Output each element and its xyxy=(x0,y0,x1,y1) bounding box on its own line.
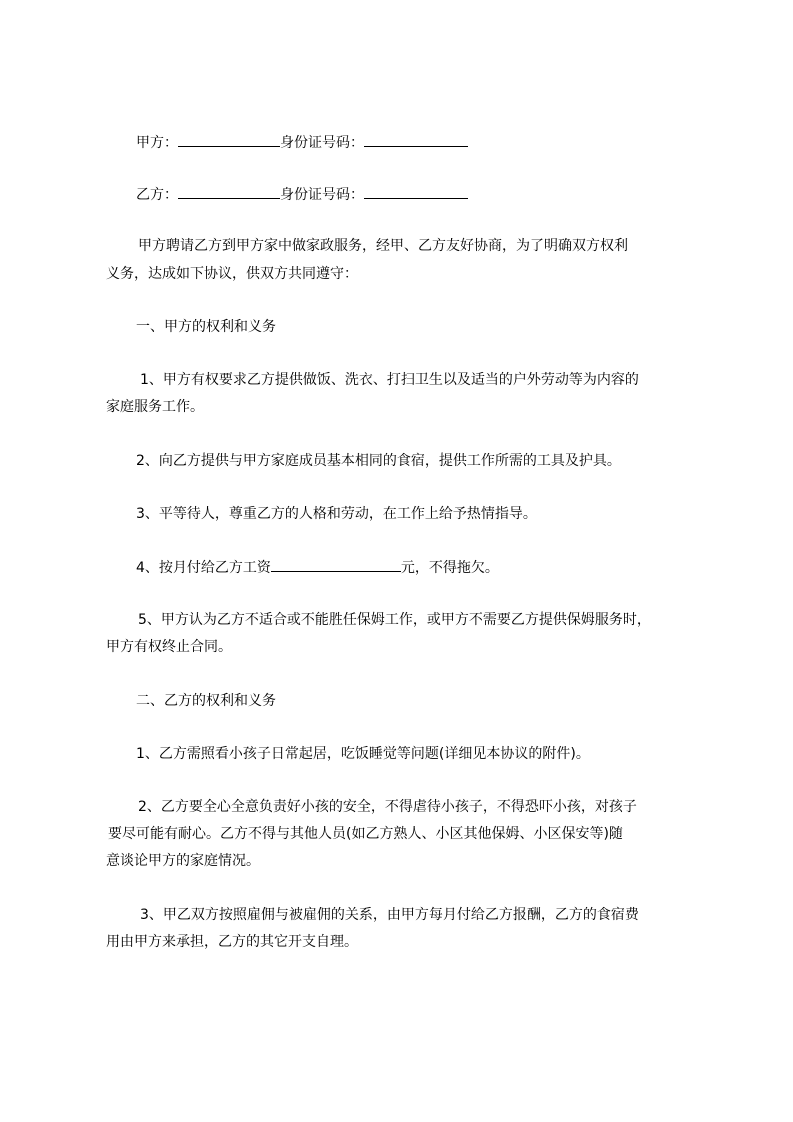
party-b-line xyxy=(136,184,468,204)
section-1-item-5-line-2: 甲方有权终止合同。 xyxy=(106,639,232,655)
section-2-item-2-line-1: 2、乙方要全心全意负责好小孩的安全，不得虐待小孩子，不得恐吓小孩，对孩子 xyxy=(138,799,637,815)
salary-blank[interactable] xyxy=(271,557,401,572)
intro-line-2: 义务，达成如下协议，供双方共同遵守： xyxy=(106,266,358,282)
section-2-item-3-line-1: 3、甲乙双方按照雇佣与被雇佣的关系，由甲方每月付给乙方报酬，乙方的食宿费 xyxy=(140,907,639,923)
section-2-item-3-line-2: 用由甲方来承担，乙方的其它开支自理。 xyxy=(106,934,358,950)
salary-label: 4、按月付给乙方工资 xyxy=(136,560,271,576)
party-a-id-blank[interactable] xyxy=(364,132,468,147)
section-2-item-1: 1、乙方需照看小孩子日常起居，吃饭睡觉等问题(详细见本协议的附件)。 xyxy=(136,746,590,762)
section-1-item-1-line-1: 1、甲方有权要求乙方提供做饭、洗衣、打扫卫生以及适当的户外劳动等为内容的 xyxy=(140,372,639,388)
party-a-line xyxy=(136,132,468,152)
party-a-id-label: 身份证号码： xyxy=(280,135,364,151)
section-1-item-1-line-2: 家庭服务工作。 xyxy=(106,399,204,415)
salary-suffix: 元，不得拖欠。 xyxy=(400,560,499,576)
party-a-label: 甲方： xyxy=(136,135,178,151)
section-1-heading: 一、甲方的权利和义务 xyxy=(136,319,276,335)
party-b-label: 乙方： xyxy=(136,187,178,203)
section-2-heading: 二、乙方的权利和义务 xyxy=(136,693,276,709)
party-b-name-blank[interactable] xyxy=(178,184,280,199)
section-1-item-2: 2、向乙方提供与甲方家庭成员基本相同的食宿，提供工作所需的工具及护具。 xyxy=(136,453,621,469)
section-2-item-2-line-3: 意谈论甲方的家庭情况。 xyxy=(106,853,260,869)
section-1-item-5-line-1: 5、甲方认为乙方不适合或不能胜任保姆工作，或甲方不需要乙方提供保姆服务时， xyxy=(138,612,651,628)
party-a-name-blank[interactable] xyxy=(178,132,280,147)
section-1-item-3: 3、平等待人，尊重乙方的人格和劳动，在工作上给予热情指导。 xyxy=(136,506,537,522)
section-1-item-4 xyxy=(136,557,499,577)
section-2-item-2-line-2: 要尽可能有耐心。乙方不得与其他人员(如乙方熟人、小区其他保姆、小区保安等)随 xyxy=(108,826,623,842)
party-b-id-label: 身份证号码： xyxy=(280,187,364,203)
intro-line-1: 甲方聘请乙方到甲方家中做家政服务，经甲、乙方友好协商，为了明确双方权利 xyxy=(138,238,628,254)
party-b-id-blank[interactable] xyxy=(364,184,468,199)
